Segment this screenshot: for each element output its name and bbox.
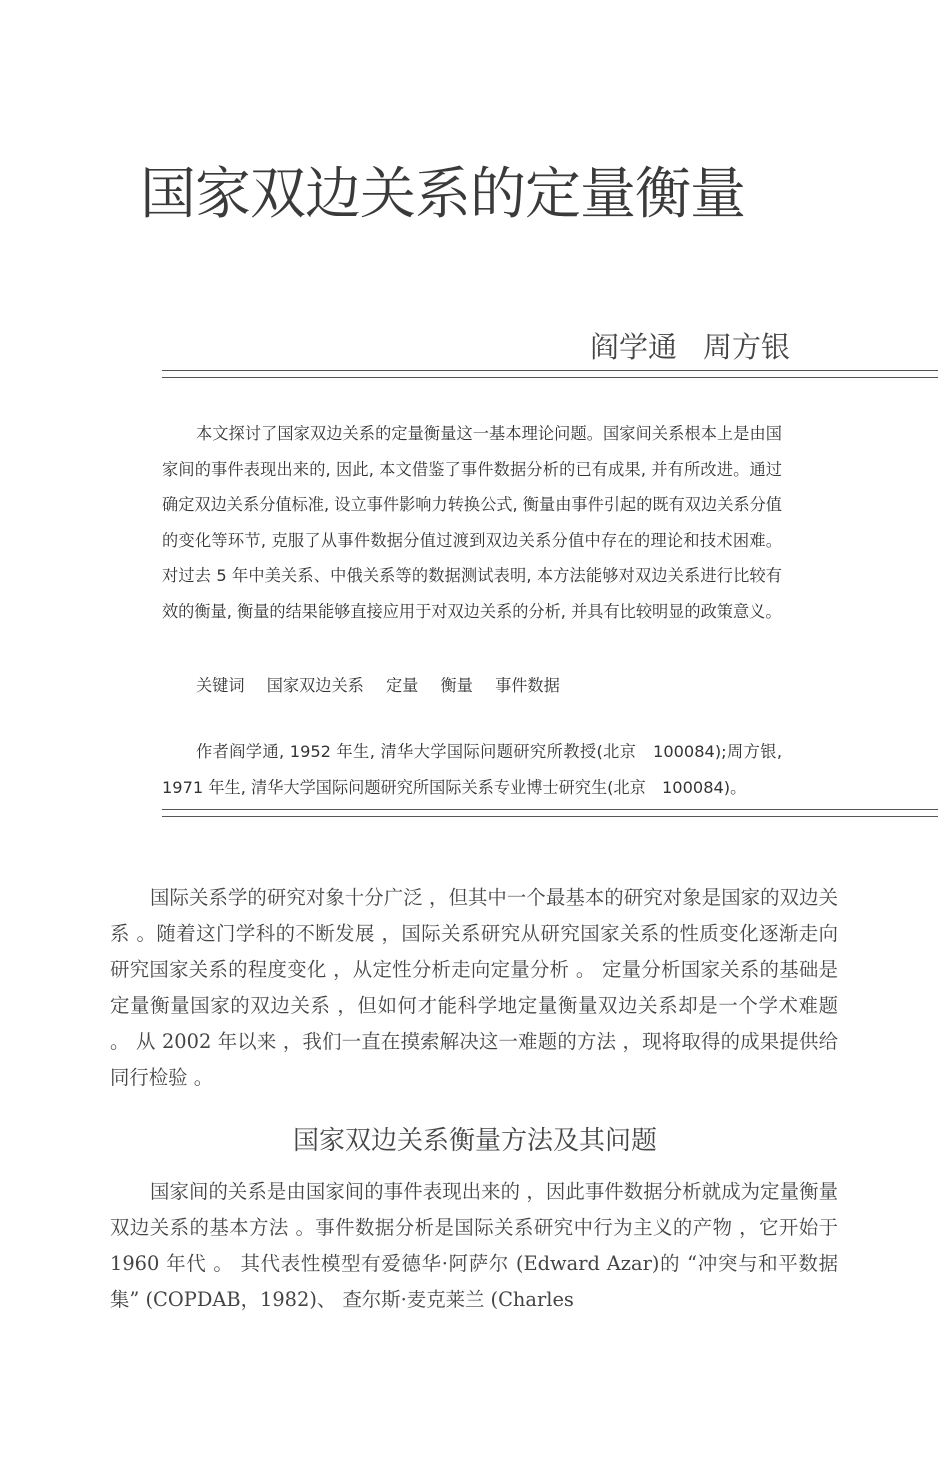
article-title: 国家双边关系的定量衡量: [140, 162, 745, 227]
keyword: 事件数据: [495, 676, 560, 695]
author-name: 周方银: [702, 330, 790, 364]
intro-paragraph: 国际关系学的研究对象十分广泛 ，但其中一个最基本的研究对象是国家的双边关系 。随着这门学科的不断发展 ，国际关系研究从研究国家关系的性质变化逐渐走向研究国家关系的程度变化 ，从定性分析走向定量分析 。 定量分析国家关系的基础是定量衡量国家的双边关系 ，但如何才能科学地定量衡量双边关系却是一个学术难题 。 从 2002 年以来 ，我们一直在摸索解决这一难题的方法 ，现将取得的成果提供给同行检验 。: [110, 886, 838, 1089]
top-double-rule: [162, 370, 938, 378]
keywords-label: 关键词: [196, 676, 245, 695]
abstract-paragraph: 本文探讨了国家双边关系的定量衡量这一基本理论问题。国家间关系根本上是由国家间的事件表现出来的, 因此, 本文借鉴了事件数据分析的已有成果, 并有所改进。通过确定双边关系分值标准, 设立事件影响力转换公式, 衡量由事件引起的既有双边关系分值的变化等环节, 克服了从事件数据分值过渡到双边关系分值中存在的理论和技术困难。对过去 5 年中美关系、中俄关系等的数据测试表明, 本方法能够对双边关系进行比较有效的衡量, 衡量的结果能够直接应用于对双边关系的分析, 并具有比较明显的政策意义。: [162, 424, 782, 621]
keywords-line: [196, 668, 577, 703]
section-paragraph: 国家间的关系是由国家间的事件表现出来的 ，因此事件数据分析就成为定量衡量双边关系的基本方法 。事件数据分析是国际关系研究中行为主义的产物 ，它开始于 1960 年代 。 其代表性模型有爱德华·阿萨尔 (Edward Azar)的 “冲突与和平数据集” (COPDAB，1982)、 查尔斯·麦克莱兰 (Charles: [110, 1180, 838, 1311]
keyword: 国家双边关系: [266, 676, 364, 695]
section-heading: 国家双边关系衡量方法及其问题: [292, 1126, 657, 1156]
author-line: [590, 325, 790, 366]
keyword: 定量: [386, 676, 419, 695]
author-name: 阎学通: [589, 330, 677, 364]
author-note: 作者阎学通, 1952 年生, 清华大学国际问题研究所教授(北京 100084);周方银, 1971 年生, 清华大学国际问题研究所国际关系专业博士研究生(北京 100084)。: [162, 742, 782, 797]
bottom-double-rule: [162, 809, 938, 817]
keyword: 衡量: [440, 676, 473, 695]
